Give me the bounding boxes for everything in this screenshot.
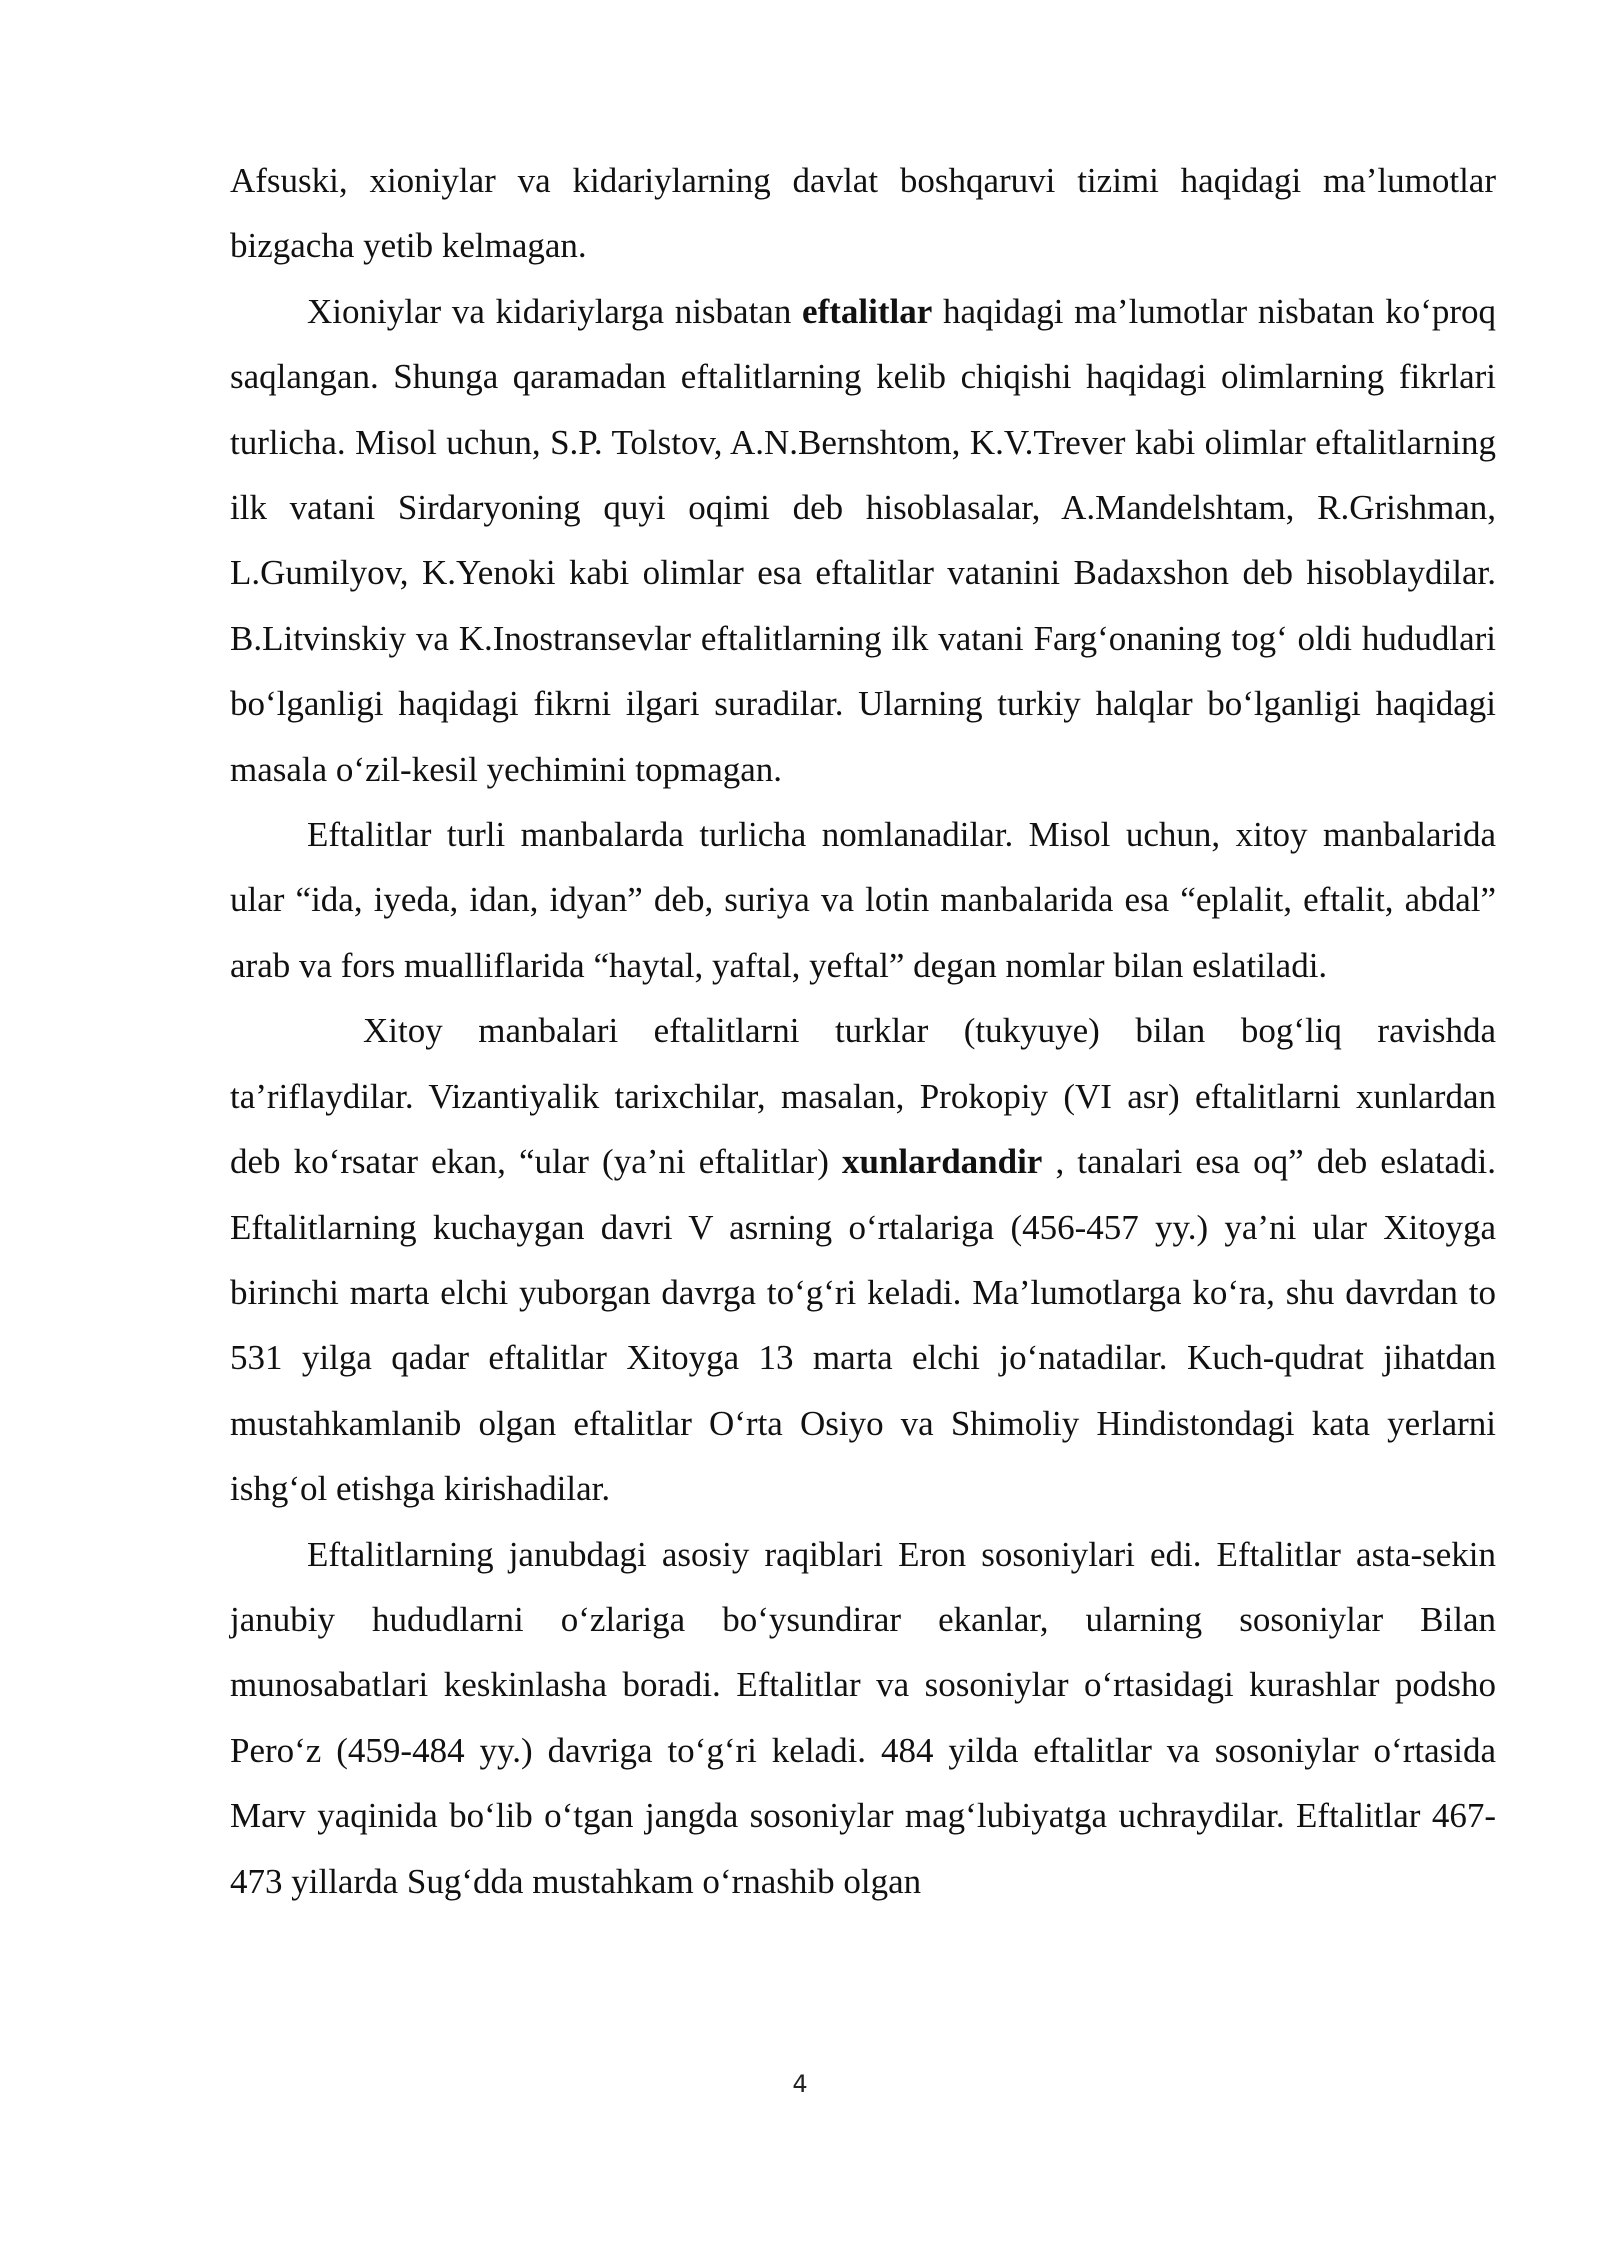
bold-term-eftalitlar: eftalitlar bbox=[802, 291, 933, 331]
paragraph-1 bbox=[230, 148, 1496, 279]
text-segment: Xitoy manbalari eftalitlarni turklar (tukyuye) bilan bog‘liq ravishda ta’riflaydilar. Vizantiyalik tarixchilar, masalan, Prokopiy (VI asr) eftalitlarni xunlardan deb ko‘rsatar ekan, “ular (ya’ni eftalitlar) bbox=[230, 1011, 1496, 1182]
text-segment: Eftalitlar turli manbalarda turlicha nomlanadilar. Misol uchun, xitoy manbalarida ular “ida, iyeda, idan, idyan” deb, suriya va lotin manbalarida esa “eplalit, eftalit, abdal” arab va fors mualliflarida “haytal, yaftal, yeftal” degan nomlar bilan eslatiladi. bbox=[230, 815, 1496, 985]
text-segment: Afsuski, xioniylar va kidariylarning davlat boshqaruvi tizimi haqidagi ma’lumotlar bizgacha yetib kelmagan. bbox=[230, 161, 1496, 266]
text-segment: , tanalari esa oq” deb eslatadi. Eftalitlarning kuchaygan davri V asrning o‘rtalariga (456-457 yy.) ya’ni ular Xitoyga birinchi marta elchi yuborgan davrga to‘g‘ri keladi. Ma’lumotlarga ko‘ra, shu davrdan to 531 yilga qadar eftalitlar Xitoyga 13 marta elchi jo‘natadilar. Kuch-qudrat jihatdan mustahkamlanib olgan eftalitlar O‘rta Osiyo va Shimoliy Hindistondagi kata yerlarni ishg‘ol etishga kirishadilar. bbox=[230, 1142, 1496, 1509]
text-segment: Xioniylar va kidariylarga nisbatan bbox=[307, 291, 803, 331]
paragraph-3 bbox=[230, 802, 1496, 998]
text-segment: haqidagi ma’lumotlar nisbatan ko‘proq saqlangan. Shunga qaramadan eftalitlarning kelib chiqishi haqidagi olimlarning fikrlari turlicha. Misol uchun, S.P. Tolstov, A.N.Bernshtom, K.V.Trever kabi olimlar eftalitlarning ilk vatani Sirdaryoning quyi oqimi deb hisoblasalar, A.Mandelshtam, R.Grishman, L.Gumilyov, K.Yenoki kabi olimlar esa eftalitlar vatanini Badaxshon deb hisoblaydilar. B.Litvinskiy va K.Inostransevlar eftalitlarning ilk vatani Farg‘onaning tog‘ oldi hududlari bo‘lganligi haqidagi fikrni ilgari suradilar. Ularning turkiy halqlar bo‘lganligi haqidagi masala o‘zil-kesil yechimini topmagan. bbox=[230, 291, 1497, 789]
paragraph-4 bbox=[230, 998, 1496, 1521]
bold-term-xunlardandir: xunlardandir bbox=[842, 1142, 1043, 1182]
paragraph-2 bbox=[230, 279, 1496, 802]
page-number: 4 bbox=[792, 2070, 808, 2098]
paragraph-5 bbox=[230, 1522, 1496, 1914]
document-body bbox=[230, 148, 1496, 1914]
text-segment: Eftalitlarning janubdagi asosiy raqiblari Eron sosoniylari edi. Eftalitlar asta-sekin janubiy hududlarni o‘zlariga bo‘ysundirar ekanlar, ularning sosoniylar Bilan munosabatlari keskinlasha boradi. Eftalitlar va sosoniylar o‘rtasidagi kurashlar podsho Pero‘z (459-484 yy.) davriga to‘g‘ri keladi. 484 yilda eftalitlar va sosoniylar o‘rtasida Marv yaqinida bo‘lib o‘tgan jangda sosoniylar mag‘lubiyatga uchraydilar. Eftalitlar 467-473 yillarda Sug‘dda mustahkam o‘rnashib olgan bbox=[230, 1534, 1496, 1901]
